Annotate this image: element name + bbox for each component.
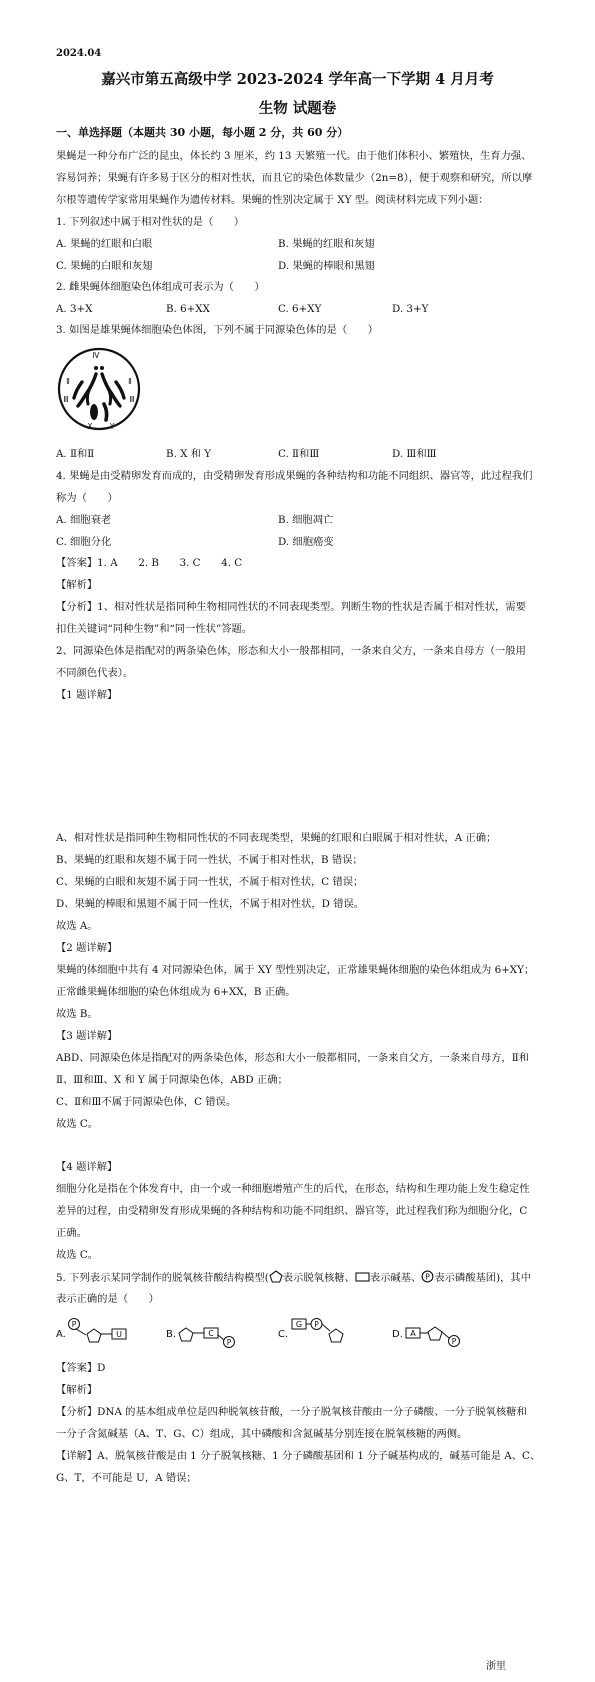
detail-4-line: 正确。 — [56, 1227, 87, 1239]
base-label: A — [410, 1329, 416, 1338]
detail-3-line: C、Ⅱ和Ⅲ不属于同源染色体，C 错误。 — [56, 1096, 237, 1108]
nucleotide-model-d — [392, 1316, 492, 1348]
analysis-text: 2、同源染色体是指配对的两条染色体，形态和大小一般都相同，一条来自父方，一条来自母方（一般用 — [56, 645, 526, 657]
figure-label-iii-right: Ⅲ — [129, 395, 135, 404]
question-5-stem — [56, 1270, 531, 1285]
question-2-stem: 2. 雌果蝇体细胞染色体组成可表示为（ ） — [56, 281, 265, 293]
intro-line: 尔根等遗传学家常用果蝇作为遗传材料。果蝇的性别决定属于 XY 型。阅读材料完成下列小题： — [56, 194, 489, 206]
analysis-5-text: 【分析】DNA 的基本组成单位是四种脱氧核苷酸，一分子脱氧核苷酸由一分子磷酸、一分子脱氧核糖和 — [56, 1406, 527, 1418]
detail-1-line: 故选 A。 — [56, 920, 98, 932]
detail-2-line: 正常雌果蝇体细胞的染色体组成为 6+XX，B 正确。 — [56, 986, 296, 998]
section-heading: 一、单选择题（本题共 30 小题，每小题 2 分，共 60 分） — [56, 126, 349, 139]
detail-4-line: 差异的过程，由受精卵发育形成果蝇的各种结构和功能不同组织、器官等，此过程我们称为细胞分化，C — [56, 1205, 528, 1217]
detail-5-text: G、T，不可能是 U，A 错误； — [56, 1472, 197, 1484]
question-2-option-a: A. 3+X — [56, 303, 93, 315]
detail-1-line: B、果蝇的红眼和灰翅不属于同一性状，不属于相对性状，B 错误； — [56, 854, 363, 866]
option-letter: A. — [56, 1329, 66, 1340]
option-letter: D. — [392, 1329, 403, 1340]
question-5-stem-part: 表示磷酸基团)，其中 — [434, 1272, 532, 1284]
detail-1-heading: 【1 题详解】 — [56, 689, 118, 701]
figure-label-ii-left: Ⅱ — [66, 377, 70, 386]
analysis-5-text: 一分子含氮碱基（A、T、G、C）组成，其中磷酸和含氮碱基分别连接在脱氧核糖的两侧。 — [56, 1428, 468, 1440]
detail-2-heading: 【2 题详解】 — [56, 942, 118, 954]
detail-3-heading: 【3 题详解】 — [56, 1030, 118, 1042]
analysis-text: 【分析】1、相对性状是指同种生物相同性状的不同表现类型。判断生物的性状是否属于相对性状，需要 — [56, 601, 526, 613]
analysis-label: 【解析】 — [56, 579, 98, 591]
question-5-option-a — [56, 1316, 156, 1348]
question-5-stem-part: 表示碱基、 — [369, 1272, 422, 1284]
detail-4-line: 故选 C。 — [56, 1249, 99, 1261]
detail-2-line: 果蝇的体细胞中共有 4 对同源染色体，属于 XY 型性别决定，正常雄果蝇体细胞的染色体组成为 6+XY； — [56, 964, 535, 976]
question-3-option-b: B. X 和 Y — [166, 448, 212, 460]
exam-subtitle: 生物 试题卷 — [258, 100, 337, 117]
question-4-option-a: A. 细胞衰老 — [56, 514, 112, 526]
figure-label-iii-left: Ⅲ — [63, 395, 69, 404]
detail-1-line: A、相对性状是指同种生物相同性状的不同表现类型，果蝇的红眼和白眼属于相对性状，A 正确； — [56, 832, 497, 844]
phosphate-label: P — [314, 1320, 319, 1329]
question-5-option-c — [278, 1316, 378, 1348]
question-1-option-c: C. 果蝇的白眼和灰翅 — [56, 260, 153, 272]
detail-5-text: 【详解】A、脱氧核苷酸是由 1 分子脱氧核糖、1 分子磷酸基团和 1 分子碱基构成的，碱基可能是 A、C、 — [56, 1450, 541, 1462]
detail-3-line: 故选 C。 — [56, 1118, 99, 1130]
phosphate-letter: P — [425, 1272, 431, 1282]
base-label: U — [116, 1330, 122, 1339]
question-4-stem: 4. 果蝇是由受精卵发育而成的，由受精卵发育形成果蝇的各种结构和功能不同组织、器官等，此过程我们 — [56, 470, 533, 482]
question-3-option-c: C. Ⅱ和Ⅲ — [278, 448, 320, 460]
figure-label-iv: Ⅳ — [92, 351, 100, 360]
chromosome-figure — [52, 346, 152, 434]
question-3-option-a: A. Ⅱ和Ⅱ — [56, 448, 95, 460]
detail-4-heading: 【4 题详解】 — [56, 1161, 118, 1173]
question-5-stem-part: 表示脱氧核糖、 — [282, 1272, 355, 1284]
phosphate-label: P — [71, 1320, 77, 1329]
question-4-option-b: B. 细胞凋亡 — [278, 514, 334, 526]
nucleotide-model-a — [56, 1316, 156, 1348]
question-1-stem: 1. 下列叙述中属于相对性状的是（ ） — [56, 216, 245, 228]
question-2-option-d: D. 3+Y — [392, 303, 429, 315]
question-5-stem-part: 5. 下列表示某同学制作的脱氧核苷酸结构模型( — [56, 1272, 269, 1284]
detail-2-line: 故选 B。 — [56, 1008, 98, 1020]
phosphate-label: P — [226, 1338, 232, 1347]
analysis-text: 扣住关键词“同种生物”和“同一性状”答题。 — [56, 623, 253, 635]
detail-1-line: D、果蝇的棒眼和黑翅不属于同一性状，不属于相对性状，D 错误。 — [56, 898, 365, 910]
figure-label-ii-right: Ⅱ — [128, 377, 132, 386]
figure-label-x: X — [87, 422, 93, 431]
question-5-option-b — [166, 1316, 266, 1348]
nucleotide-model-c — [278, 1316, 378, 1348]
question-1-option-b: B. 果蝇的红眼和灰翅 — [278, 238, 375, 250]
intro-line: 容易饲养；果蝇有许多易于区分的相对性状，而且它的染色体数量少（2n=8），便于观察和研究，所以摩 — [56, 172, 533, 184]
question-4-stem: 称为（ ） — [56, 492, 118, 504]
question-1-option-d: D. 果蝇的棒眼和黑翅 — [278, 260, 375, 272]
pentagon-sugar-icon — [269, 1270, 283, 1283]
detail-1-line: C、果蝇的白眼和灰翅不属于同一性状，不属于相对性状，C 错误； — [56, 876, 364, 888]
answer-5: 【答案】D — [56, 1362, 106, 1374]
base-label: C — [208, 1329, 214, 1338]
intro-line: 果蝇是一种分布广泛的昆虫，体长约 3 厘米，约 13 天繁殖一代。由于他们体积小、繁殖快，生育力强、 — [56, 150, 532, 162]
detail-3-line: ABD、同源染色体是指配对的两条染色体，形态和大小一般都相同，一条来自父方，一条来自母方，Ⅱ和 — [56, 1052, 530, 1064]
question-4-option-c: C. 细胞分化 — [56, 536, 112, 548]
figure-label-y: Y — [109, 422, 115, 431]
question-3-option-d: D. Ⅲ和Ⅲ — [392, 448, 437, 460]
question-5-option-d — [392, 1316, 492, 1348]
analysis-text: 不同颜色代表）。 — [56, 667, 134, 679]
option-letter: C. — [278, 1329, 289, 1340]
nucleotide-model-b — [166, 1316, 266, 1348]
phosphate-label: P — [451, 1337, 457, 1346]
detail-4-line: 细胞分化是指在个体发育中，由一个或一种细胞增殖产生的后代，在形态，结构和生理功能上发生稳定性 — [56, 1183, 530, 1195]
exam-title: 嘉兴市第五高级中学 2023-2024 学年高一下学期 4 月月考 — [101, 71, 494, 88]
question-2-option-b: B. 6+XX — [166, 303, 210, 315]
question-4-option-d: D. 细胞癌变 — [278, 536, 334, 548]
question-1-option-a: A. 果蝇的红眼和白眼 — [56, 238, 153, 250]
option-letter: B. — [166, 1329, 177, 1340]
base-label: G — [295, 1320, 303, 1329]
question-5-stem: 表示正确的是（ ） — [56, 1293, 159, 1305]
page-footer: 浙里 — [486, 1661, 506, 1672]
answers-1-4: 【答案】1. A 2. B 3. C 4. C — [56, 557, 243, 569]
circle-phosphate-icon — [421, 1270, 434, 1283]
exam-date: 2024.04 — [56, 48, 102, 59]
question-2-option-c: C. 6+XY — [278, 303, 322, 315]
question-3-stem: 3. 如图是雄果蝇体细胞染色体图，下列不属于同源染色体的是（ ） — [56, 324, 379, 336]
rectangle-base-icon — [355, 1272, 370, 1282]
analysis-label-5: 【解析】 — [56, 1384, 98, 1396]
detail-3-line: Ⅱ、Ⅲ和Ⅲ、X 和 Y 属于同源染色体，ABD 正确； — [56, 1074, 288, 1086]
